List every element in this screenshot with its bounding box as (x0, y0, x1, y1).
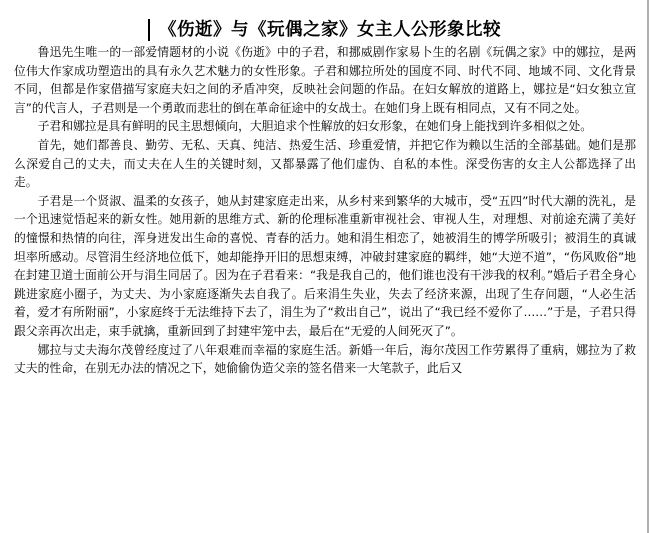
paragraph-similarities: 子君和娜拉是具有鲜明的民主思想倾向，大胆追求个性解放的妇女形象，在她们身上能找到许多相似之处。 (37, 119, 593, 134)
paragraph-zijun: 子君是一个贤淑、温柔的女孩子，她从封建家庭走出来，从乡村来到繁华的大城市，受“五四”时代大潮的洗礼，是一个迅速觉悟起来的新女性。她用新的思维方式、新的伦理标准重新审视社会、审视人生，对理想、对前途充满了美好的憧憬和热情的向往，浑身迸发出生命的喜悦、青春的活力。她和涓生相恋了，她被涓生的博学所吸引；被涓生的真诚坦率所感动。尽管涓生经济地位低下，她却能挣开旧的思想束缚，冲破封建家庭的羁绊，她“大逆不道”，“伤风败俗”地在封建卫道士面前公开与涓生同居了。因为在子君看来：“我是我自己的，他们谁也没有干涉我的权利。”婚后子君全身心跳进家庭小圈子，为丈夫、为小家庭逐渐失去自我了。后来涓生失业，失去了经济来源，出现了生存问题，“人必生活着，爱才有所附丽”，小家庭终于无法维持下去了，涓生为了“救出自己”，说出了“我已经不爱你了……”于是，子君只得跟父亲再次出走，束手就擒，重新回到了封建牢笼中去，最后在“无爱的人间死灭了”。 (14, 193, 636, 338)
paragraph-nora: 娜拉与丈夫海尔茂曾经度过了八年艰难而幸福的家庭生活。新婚一年后，海尔茂因工作劳累得了重病，娜拉为了救丈夫的性命，在别无办法的情况之下，她偷偷伪造父亲的签名借来一大笔款子，此后又 (14, 342, 636, 376)
title-accent-bar (148, 19, 150, 41)
article-body (14, 43, 636, 378)
paragraph-intro: 鲁迅先生唯一的一部爱情题材的小说《伤逝》中的子君，和挪威剧作家易卜生的名剧《玩偶之家》中的娜拉，是两位伟大作家成功塑造出的具有永久艺术魅力的女性形象。子君和娜拉所处的国度不同、时代不同、地域不同、文化背景不同，但都是作家借描写家庭夫妇之间的矛盾冲突，反映社会问题的作品。在妇女解放的道路上，娜拉是“妇女独立宣言”的代言人，子君则是一个勇敢而悲壮的倒在革命征途中的女战士。在她们身上既有相同点，又有不同之处。 (14, 45, 636, 115)
page-title: 《伤逝》与《玩偶之家》女主人公形象比较 (159, 19, 502, 40)
paragraph-first-point: 首先，她们都善良、勤劳、无私、天真、纯洁、热爱生活、珍重爱情，并把它作为赖以生活的全部基础。她们是那么深爱自己的丈夫，而丈夫在人生的关键时刻，又都暴露了他们虚伪、自私的本性。深受伤害的女主人公都选择了出走。 (14, 137, 636, 190)
